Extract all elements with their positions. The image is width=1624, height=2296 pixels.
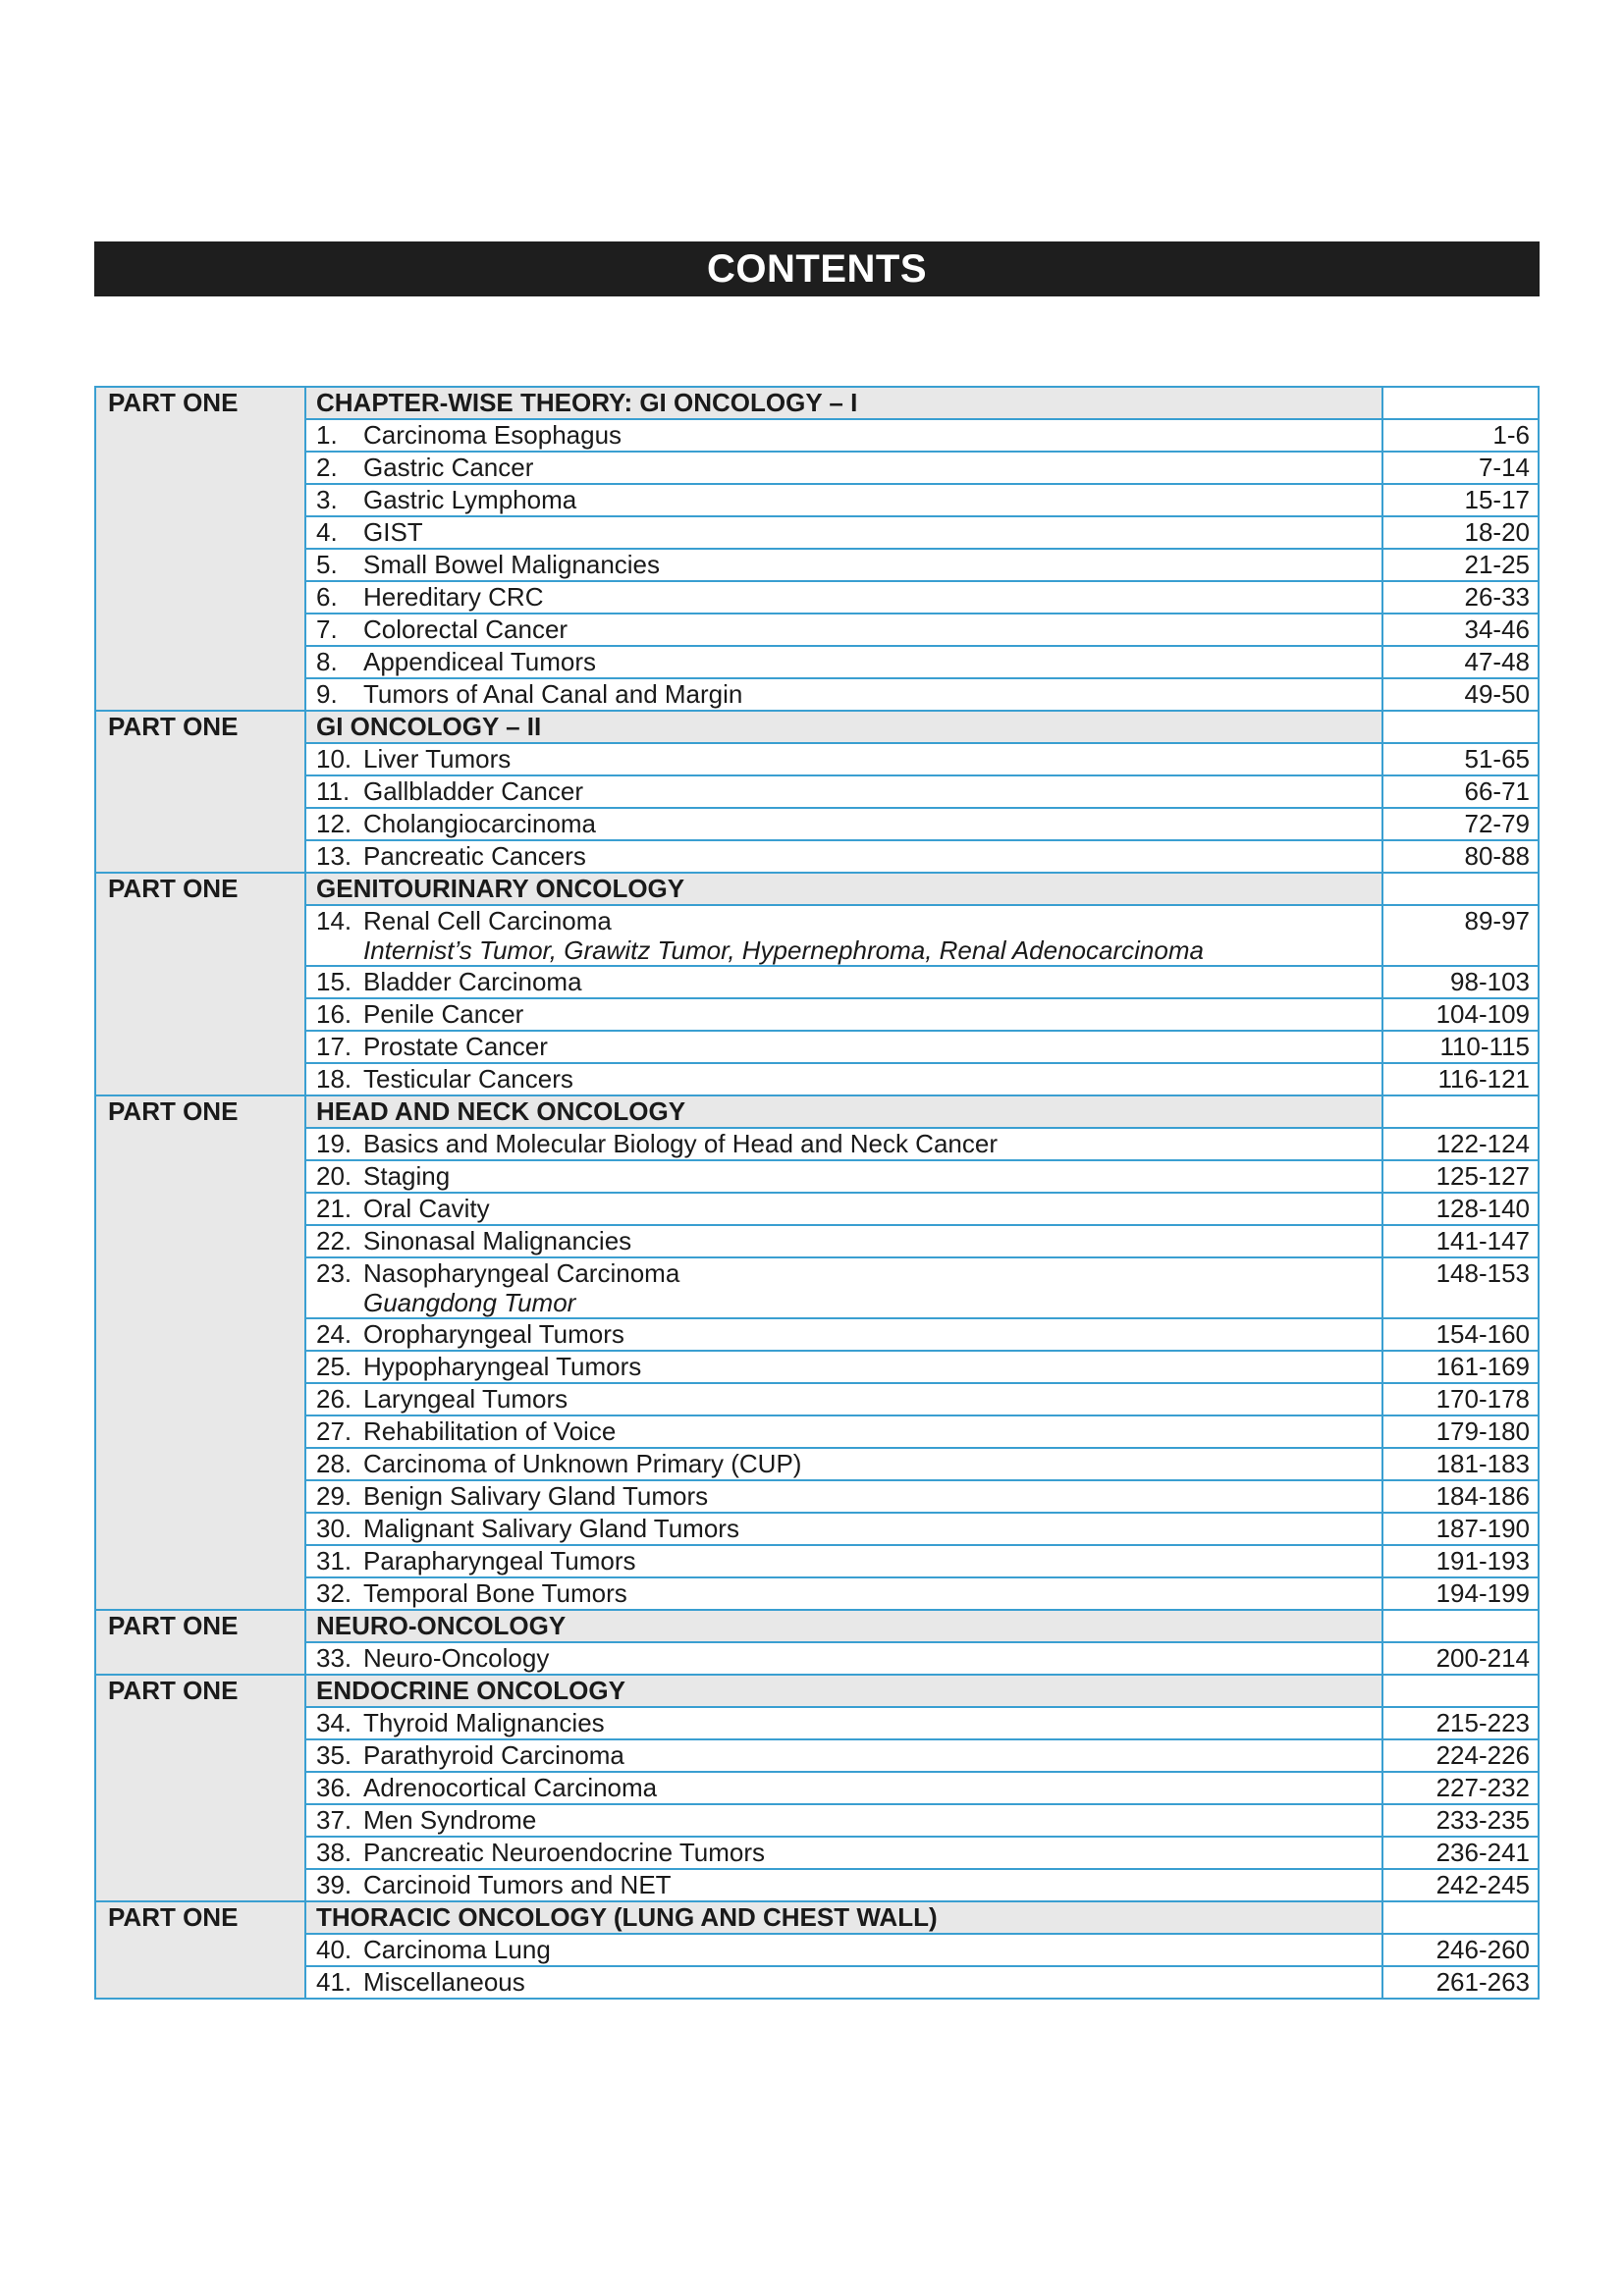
chapter-row bbox=[95, 1577, 1539, 1610]
chapter-title: Benign Salivary Gland Tumors bbox=[363, 1481, 709, 1511]
section-header-row bbox=[95, 387, 1539, 419]
chapter-number: 34. bbox=[316, 1708, 352, 1737]
chapter-title: Staging bbox=[363, 1161, 451, 1191]
chapter-title: Sinonasal Malignancies bbox=[363, 1226, 632, 1255]
section-heading: GENITOURINARY ONCOLOGY bbox=[305, 873, 1382, 905]
chapter-cell bbox=[305, 1031, 1382, 1063]
chapter-number: 13. bbox=[316, 841, 352, 871]
chapter-row bbox=[95, 419, 1539, 452]
chapter-row bbox=[95, 1804, 1539, 1837]
chapter-number: 40. bbox=[316, 1935, 352, 1964]
chapter-title: Appendiceal Tumors bbox=[363, 647, 597, 676]
chapter-alias: Internist’s Tumor, Grawitz Tumor, Hypernephroma, Renal Adenocarcinoma bbox=[363, 935, 1204, 965]
chapter-row bbox=[95, 646, 1539, 678]
section-pages-cell bbox=[1382, 1610, 1539, 1642]
section-heading: GI ONCOLOGY – II bbox=[305, 711, 1382, 743]
chapter-number: 5. bbox=[316, 550, 338, 579]
chapter-cell bbox=[305, 1772, 1382, 1804]
chapter-row bbox=[95, 1351, 1539, 1383]
chapter-row bbox=[95, 1063, 1539, 1095]
section-pages-cell bbox=[1382, 1675, 1539, 1707]
chapter-row bbox=[95, 484, 1539, 516]
chapter-pages: 236-241 bbox=[1382, 1837, 1539, 1869]
chapter-number: 4. bbox=[316, 517, 338, 547]
chapter-pages: 49-50 bbox=[1382, 678, 1539, 711]
contents-table bbox=[94, 386, 1540, 2000]
chapter-cell bbox=[305, 1318, 1382, 1351]
chapter-row bbox=[95, 998, 1539, 1031]
chapter-title: Cholangiocarcinoma bbox=[363, 809, 597, 838]
chapter-pages: 148-153 bbox=[1382, 1257, 1539, 1318]
chapter-pages: 261-263 bbox=[1382, 1966, 1539, 1999]
chapter-pages: 51-65 bbox=[1382, 743, 1539, 775]
chapter-title: Bladder Carcinoma bbox=[363, 967, 582, 996]
section-header-row bbox=[95, 1610, 1539, 1642]
chapter-cell bbox=[305, 1128, 1382, 1160]
chapter-pages: 170-178 bbox=[1382, 1383, 1539, 1415]
chapter-title: Tumors of Anal Canal and Margin bbox=[363, 679, 743, 709]
chapter-title: Miscellaneous bbox=[363, 1967, 525, 1997]
chapter-pages: 246-260 bbox=[1382, 1934, 1539, 1966]
chapter-row bbox=[95, 1772, 1539, 1804]
chapter-cell bbox=[305, 775, 1382, 808]
chapter-pages: 47-48 bbox=[1382, 646, 1539, 678]
chapter-cell bbox=[305, 1383, 1382, 1415]
chapter-cell bbox=[305, 743, 1382, 775]
chapter-number: 31. bbox=[316, 1546, 352, 1575]
chapter-cell bbox=[305, 452, 1382, 484]
chapter-cell bbox=[305, 840, 1382, 873]
chapter-row bbox=[95, 840, 1539, 873]
chapter-cell bbox=[305, 1160, 1382, 1193]
contents-body bbox=[95, 387, 1539, 1999]
part-label: PART ONE bbox=[95, 711, 305, 873]
chapter-number: 36. bbox=[316, 1773, 352, 1802]
chapter-row bbox=[95, 1193, 1539, 1225]
part-label: PART ONE bbox=[95, 387, 305, 711]
chapter-title: Colorectal Cancer bbox=[363, 614, 568, 644]
chapter-row bbox=[95, 1415, 1539, 1448]
section-header-row bbox=[95, 1095, 1539, 1128]
chapter-title: Gastric Lymphoma bbox=[363, 485, 577, 514]
chapter-title: Hereditary CRC bbox=[363, 582, 544, 612]
chapter-row bbox=[95, 1934, 1539, 1966]
chapter-title: Carcinoma Esophagus bbox=[363, 420, 623, 450]
part-label: PART ONE bbox=[95, 1610, 305, 1675]
section-pages-cell bbox=[1382, 711, 1539, 743]
chapter-number: 12. bbox=[316, 809, 352, 838]
chapter-pages: 1-6 bbox=[1382, 419, 1539, 452]
chapter-pages: 66-71 bbox=[1382, 775, 1539, 808]
chapter-row bbox=[95, 1160, 1539, 1193]
chapter-cell bbox=[305, 966, 1382, 998]
chapter-pages: 89-97 bbox=[1382, 905, 1539, 966]
chapter-cell bbox=[305, 1642, 1382, 1675]
section-heading: CHAPTER-WISE THEORY: GI ONCOLOGY – I bbox=[305, 387, 1382, 419]
chapter-pages: 21-25 bbox=[1382, 549, 1539, 581]
chapter-number: 32. bbox=[316, 1578, 352, 1608]
chapter-title: Parapharyngeal Tumors bbox=[363, 1546, 636, 1575]
chapter-number: 21. bbox=[316, 1194, 352, 1223]
chapter-number: 28. bbox=[316, 1449, 352, 1478]
chapter-row bbox=[95, 1707, 1539, 1739]
contents-title: CONTENTS bbox=[94, 241, 1540, 296]
section-heading: ENDOCRINE ONCOLOGY bbox=[305, 1675, 1382, 1707]
chapter-cell bbox=[305, 1257, 1382, 1318]
chapter-row bbox=[95, 1513, 1539, 1545]
chapter-title: Gallbladder Cancer bbox=[363, 776, 584, 806]
chapter-cell bbox=[305, 1739, 1382, 1772]
chapter-number: 15. bbox=[316, 967, 352, 996]
chapter-title: Malignant Salivary Gland Tumors bbox=[363, 1514, 739, 1543]
chapter-row bbox=[95, 452, 1539, 484]
chapter-row bbox=[95, 808, 1539, 840]
chapter-cell bbox=[305, 646, 1382, 678]
chapter-number: 29. bbox=[316, 1481, 352, 1511]
chapter-pages: 34-46 bbox=[1382, 614, 1539, 646]
chapter-cell bbox=[305, 1837, 1382, 1869]
chapter-cell bbox=[305, 549, 1382, 581]
chapter-pages: 125-127 bbox=[1382, 1160, 1539, 1193]
section-header-row bbox=[95, 873, 1539, 905]
chapter-row bbox=[95, 1642, 1539, 1675]
chapter-number: 35. bbox=[316, 1740, 352, 1770]
section-heading: HEAD AND NECK ONCOLOGY bbox=[305, 1095, 1382, 1128]
chapter-number: 22. bbox=[316, 1226, 352, 1255]
chapter-title: Nasopharyngeal Carcinoma bbox=[363, 1258, 680, 1288]
chapter-row bbox=[95, 1448, 1539, 1480]
chapter-number: 16. bbox=[316, 999, 352, 1029]
chapter-number: 20. bbox=[316, 1161, 352, 1191]
part-label: PART ONE bbox=[95, 1095, 305, 1610]
chapter-number: 26. bbox=[316, 1384, 352, 1414]
chapter-title: Penile Cancer bbox=[363, 999, 524, 1029]
chapter-pages: 187-190 bbox=[1382, 1513, 1539, 1545]
chapter-pages: 200-214 bbox=[1382, 1642, 1539, 1675]
part-label: PART ONE bbox=[95, 1675, 305, 1901]
part-label: PART ONE bbox=[95, 873, 305, 1095]
chapter-pages: 191-193 bbox=[1382, 1545, 1539, 1577]
chapter-alias: Guangdong Tumor bbox=[363, 1288, 576, 1317]
chapter-pages: 122-124 bbox=[1382, 1128, 1539, 1160]
chapter-pages: 184-186 bbox=[1382, 1480, 1539, 1513]
chapter-pages: 128-140 bbox=[1382, 1193, 1539, 1225]
chapter-number: 33. bbox=[316, 1643, 352, 1673]
chapter-pages: 181-183 bbox=[1382, 1448, 1539, 1480]
chapter-cell bbox=[305, 484, 1382, 516]
chapter-title: Laryngeal Tumors bbox=[363, 1384, 568, 1414]
part-label: PART ONE bbox=[95, 1901, 305, 1999]
chapter-cell bbox=[305, 419, 1382, 452]
chapter-row bbox=[95, 1545, 1539, 1577]
chapter-cell bbox=[305, 1966, 1382, 1999]
chapter-number: 9. bbox=[316, 679, 338, 709]
chapter-title: Small Bowel Malignancies bbox=[363, 550, 661, 579]
chapter-cell bbox=[305, 614, 1382, 646]
chapter-title: Basics and Molecular Biology of Head and Neck Cancer bbox=[363, 1129, 999, 1158]
chapter-title: Temporal Bone Tumors bbox=[363, 1578, 627, 1608]
chapter-row bbox=[95, 614, 1539, 646]
chapter-cell bbox=[305, 1063, 1382, 1095]
chapter-title: Oropharyngeal Tumors bbox=[363, 1319, 624, 1349]
chapter-pages: 98-103 bbox=[1382, 966, 1539, 998]
chapter-cell bbox=[305, 1869, 1382, 1901]
chapter-row bbox=[95, 516, 1539, 549]
chapter-number: 2. bbox=[316, 453, 338, 482]
chapter-pages: 154-160 bbox=[1382, 1318, 1539, 1351]
chapter-title: Liver Tumors bbox=[363, 744, 512, 774]
chapter-title: Carcinoma Lung bbox=[363, 1935, 551, 1964]
chapter-pages: 26-33 bbox=[1382, 581, 1539, 614]
chapter-pages: 194-199 bbox=[1382, 1577, 1539, 1610]
chapter-row bbox=[95, 1480, 1539, 1513]
chapter-cell bbox=[305, 1225, 1382, 1257]
chapter-number: 37. bbox=[316, 1805, 352, 1835]
chapter-row bbox=[95, 1383, 1539, 1415]
chapter-pages: 7-14 bbox=[1382, 452, 1539, 484]
chapter-number: 19. bbox=[316, 1129, 352, 1158]
chapter-cell bbox=[305, 516, 1382, 549]
chapter-number: 41. bbox=[316, 1967, 352, 1997]
chapter-row bbox=[95, 1257, 1539, 1318]
section-pages-cell bbox=[1382, 1901, 1539, 1934]
chapter-cell bbox=[305, 808, 1382, 840]
chapter-row bbox=[95, 678, 1539, 711]
chapter-row bbox=[95, 1318, 1539, 1351]
chapter-number: 3. bbox=[316, 485, 338, 514]
chapter-cell bbox=[305, 1513, 1382, 1545]
section-pages-cell bbox=[1382, 1095, 1539, 1128]
chapter-number: 23. bbox=[316, 1258, 352, 1288]
chapter-number: 17. bbox=[316, 1032, 352, 1061]
chapter-row bbox=[95, 1739, 1539, 1772]
chapter-cell bbox=[305, 1545, 1382, 1577]
chapter-pages: 233-235 bbox=[1382, 1804, 1539, 1837]
chapter-title: Rehabilitation of Voice bbox=[363, 1416, 617, 1446]
chapter-number: 27. bbox=[316, 1416, 352, 1446]
chapter-title: Neuro-Oncology bbox=[363, 1643, 550, 1673]
chapter-row bbox=[95, 1837, 1539, 1869]
section-header-row bbox=[95, 711, 1539, 743]
chapter-row bbox=[95, 775, 1539, 808]
chapter-number: 30. bbox=[316, 1514, 352, 1543]
chapter-title: Parathyroid Carcinoma bbox=[363, 1740, 624, 1770]
chapter-cell bbox=[305, 678, 1382, 711]
section-pages-cell bbox=[1382, 387, 1539, 419]
chapter-cell bbox=[305, 1804, 1382, 1837]
chapter-title: Pancreatic Cancers bbox=[363, 841, 586, 871]
section-header-row bbox=[95, 1901, 1539, 1934]
chapter-pages: 110-115 bbox=[1382, 1031, 1539, 1063]
section-pages-cell bbox=[1382, 873, 1539, 905]
chapter-cell bbox=[305, 1577, 1382, 1610]
chapter-pages: 80-88 bbox=[1382, 840, 1539, 873]
chapter-cell bbox=[305, 1480, 1382, 1513]
chapter-pages: 18-20 bbox=[1382, 516, 1539, 549]
chapter-title: Testicular Cancers bbox=[363, 1064, 573, 1094]
chapter-title: Carcinoma of Unknown Primary (CUP) bbox=[363, 1449, 802, 1478]
chapter-cell bbox=[305, 1415, 1382, 1448]
chapter-pages: 116-121 bbox=[1382, 1063, 1539, 1095]
chapter-number: 18. bbox=[316, 1064, 352, 1094]
chapter-title: Pancreatic Neuroendocrine Tumors bbox=[363, 1838, 765, 1867]
chapter-title: Oral Cavity bbox=[363, 1194, 490, 1223]
chapter-number: 14. bbox=[316, 906, 352, 935]
chapter-cell bbox=[305, 1351, 1382, 1383]
chapter-number: 39. bbox=[316, 1870, 352, 1899]
chapter-title: Carcinoid Tumors and NET bbox=[363, 1870, 672, 1899]
chapter-pages: 141-147 bbox=[1382, 1225, 1539, 1257]
chapter-title: Thyroid Malignancies bbox=[363, 1708, 605, 1737]
chapter-pages: 179-180 bbox=[1382, 1415, 1539, 1448]
chapter-title: Adrenocortical Carcinoma bbox=[363, 1773, 658, 1802]
chapter-cell bbox=[305, 1707, 1382, 1739]
chapter-title: GIST bbox=[363, 517, 423, 547]
chapter-number: 6. bbox=[316, 582, 338, 612]
chapter-pages: 72-79 bbox=[1382, 808, 1539, 840]
chapter-number: 38. bbox=[316, 1838, 352, 1867]
chapter-row bbox=[95, 1966, 1539, 1999]
chapter-row bbox=[95, 581, 1539, 614]
chapter-row bbox=[95, 1128, 1539, 1160]
chapter-pages: 224-226 bbox=[1382, 1739, 1539, 1772]
chapter-row bbox=[95, 743, 1539, 775]
chapter-number: 1. bbox=[316, 420, 338, 450]
section-heading: THORACIC ONCOLOGY (LUNG AND CHEST WALL) bbox=[305, 1901, 1382, 1934]
chapter-pages: 227-232 bbox=[1382, 1772, 1539, 1804]
chapter-pages: 15-17 bbox=[1382, 484, 1539, 516]
chapter-row bbox=[95, 1225, 1539, 1257]
chapter-title: Men Syndrome bbox=[363, 1805, 537, 1835]
chapter-cell bbox=[305, 905, 1382, 966]
chapter-number: 8. bbox=[316, 647, 338, 676]
chapter-row bbox=[95, 549, 1539, 581]
chapter-cell bbox=[305, 581, 1382, 614]
chapter-title: Hypopharyngeal Tumors bbox=[363, 1352, 642, 1381]
chapter-pages: 242-245 bbox=[1382, 1869, 1539, 1901]
chapter-row bbox=[95, 905, 1539, 966]
chapter-pages: 215-223 bbox=[1382, 1707, 1539, 1739]
chapter-number: 25. bbox=[316, 1352, 352, 1381]
chapter-title: Gastric Cancer bbox=[363, 453, 534, 482]
chapter-cell bbox=[305, 1193, 1382, 1225]
chapter-number: 10. bbox=[316, 744, 352, 774]
chapter-cell bbox=[305, 998, 1382, 1031]
chapter-title: Renal Cell Carcinoma bbox=[363, 906, 612, 935]
chapter-number: 24. bbox=[316, 1319, 352, 1349]
section-header-row bbox=[95, 1675, 1539, 1707]
section-heading: NEURO-ONCOLOGY bbox=[305, 1610, 1382, 1642]
chapter-number: 11. bbox=[316, 776, 351, 806]
chapter-number: 7. bbox=[316, 614, 338, 644]
chapter-cell bbox=[305, 1448, 1382, 1480]
chapter-cell bbox=[305, 1934, 1382, 1966]
chapter-row bbox=[95, 1869, 1539, 1901]
chapter-row bbox=[95, 966, 1539, 998]
chapter-pages: 161-169 bbox=[1382, 1351, 1539, 1383]
chapter-pages: 104-109 bbox=[1382, 998, 1539, 1031]
chapter-title: Prostate Cancer bbox=[363, 1032, 548, 1061]
chapter-row bbox=[95, 1031, 1539, 1063]
